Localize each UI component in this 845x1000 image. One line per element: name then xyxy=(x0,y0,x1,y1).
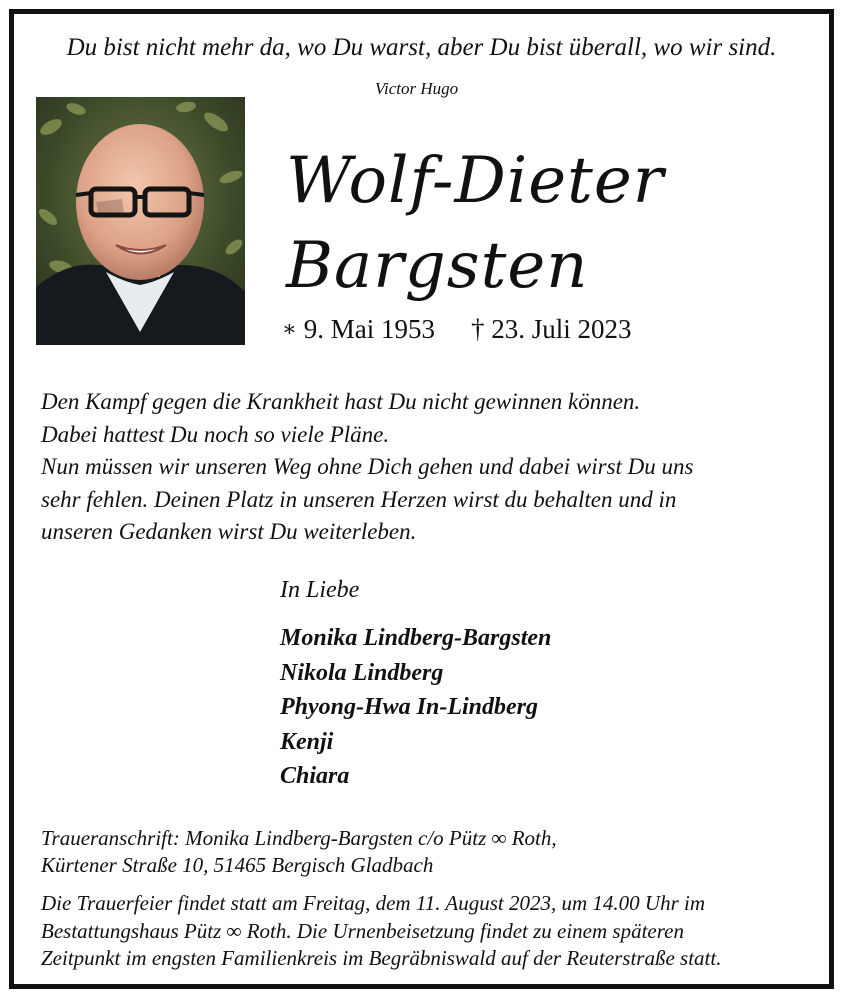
deceased-first-name: Wolf-Dieter xyxy=(286,144,665,218)
funeral-info xyxy=(41,890,721,973)
quote: Du bist nicht mehr da, wo Du warst, aber Du bist überall, wo wir sind. xyxy=(66,34,777,61)
mourner-name: Monika Lindberg-Bargsten xyxy=(280,625,552,651)
mourner-list xyxy=(280,621,551,794)
death-date: 23. Juli 2023 xyxy=(491,314,632,344)
portrait-photo xyxy=(36,97,245,345)
funeral-line: Bestattungshaus Pütz ∞ Roth. Die Urnenbeisetzung findet zu einem späteren xyxy=(41,918,684,943)
life-dates xyxy=(282,314,631,345)
mourning-address xyxy=(41,825,557,879)
memorial-text-line: unseren Gedanken wirst Du weiterleben. xyxy=(41,519,417,544)
birth-date: 9. Mai 1953 xyxy=(303,314,435,344)
signature-intro: In Liebe xyxy=(280,577,360,603)
funeral-line: Die Trauerfeier findet statt am Freitag, dem 11. August 2023, um 14.00 Uhr im xyxy=(41,891,706,915)
memorial-text xyxy=(41,386,831,549)
memorial-text-line: Nun müssen wir unseren Weg ohne Dich gehen und dabei wirst Du uns xyxy=(41,454,694,479)
quote-author: Victor Hugo xyxy=(374,79,459,98)
funeral-line: Zeitpunkt im engsten Familienkreis im Begräbniswald auf der Reuterstraße statt. xyxy=(41,946,722,970)
memorial-text-line: Dabei hattest Du noch so viele Pläne. xyxy=(41,421,390,447)
death-symbol: † xyxy=(470,314,485,344)
memorial-text-line: Den Kampf gegen die Krankheit hast Du nicht gewinnen können. xyxy=(41,389,641,414)
mourner-name: Chiara xyxy=(280,763,350,789)
mourner-name: Kenji xyxy=(280,728,334,755)
mourner-name: Phyong-Hwa In-Lindberg xyxy=(280,694,539,720)
deceased-last-name: Bargsten xyxy=(286,229,589,303)
obituary-frame xyxy=(9,9,834,989)
memorial-text-line: sehr fehlen. Deinen Platz in unseren Herzen wirst du behalten und in xyxy=(41,486,677,512)
address-line: Kürtener Straße 10, 51465 Bergisch Gladbach xyxy=(41,853,434,877)
birth-symbol: ∗ xyxy=(282,316,297,341)
mourner-name: Nikola Lindberg xyxy=(280,659,444,686)
address-line: Traueranschrift: Monika Lindberg-Bargsten c/o Pütz ∞ Roth, xyxy=(41,826,557,850)
